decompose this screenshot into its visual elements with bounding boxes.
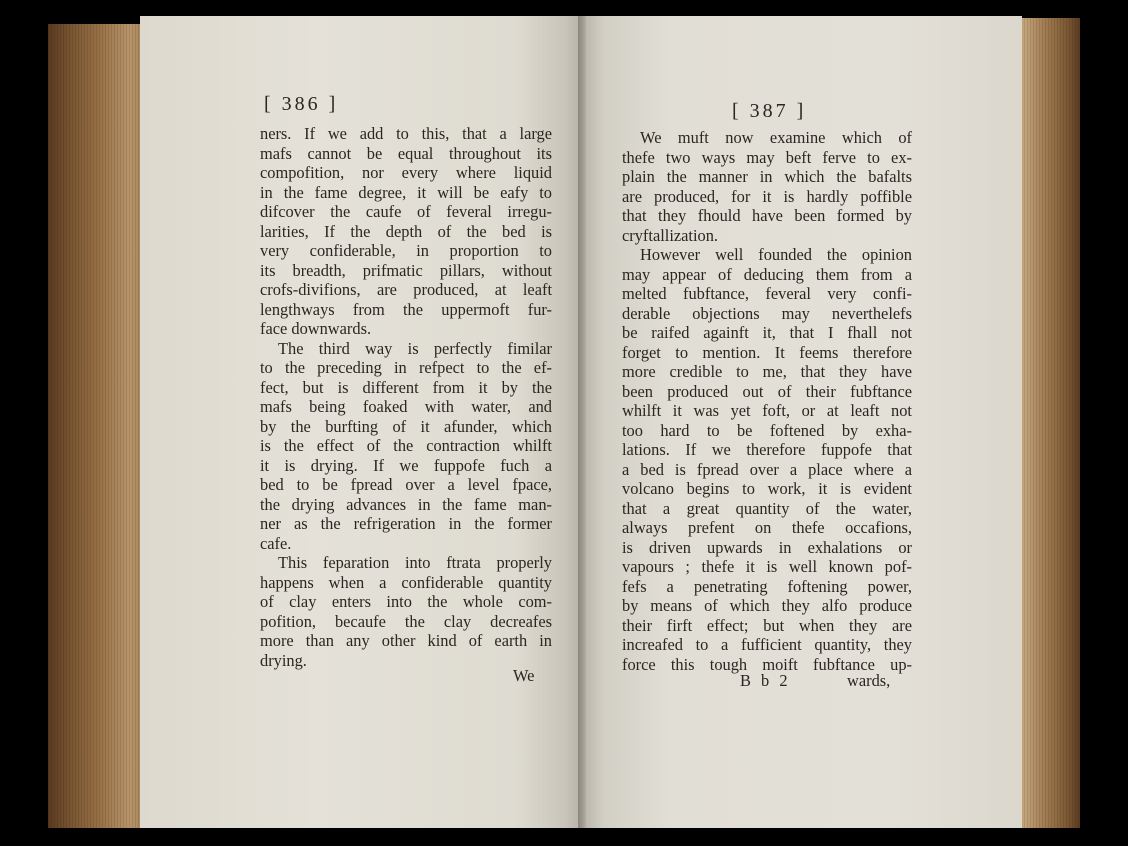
- page-number-386: [ 386 ]: [264, 93, 339, 115]
- text-line: cryftallization.: [622, 225, 719, 245]
- text-line: However well founded the opinion: [640, 245, 912, 264]
- text-line: is the effect of the contraction whilft: [260, 436, 552, 455]
- text-line: ners. If we add to this, that a large: [260, 124, 552, 143]
- text-line: derable objections may neverthelefs: [622, 303, 912, 323]
- text-line: cafe.: [260, 533, 292, 553]
- text-line: lations. If we therefore fuppofe that: [622, 440, 912, 459]
- text-line: be raifed againft it, that I fhall not: [622, 323, 912, 342]
- text-line: vapours ; thefe it is well known pof-: [622, 557, 912, 576]
- text-line: thefe two ways may beft ferve to ex-: [622, 147, 912, 167]
- text-line: volcano begins to work, it is evident: [622, 479, 912, 498]
- text-line: drying.: [260, 650, 307, 670]
- text-line: plain the manner in which the bafalts: [622, 167, 912, 186]
- signature-mark: B b 2: [740, 671, 791, 690]
- left-catchword: We: [513, 666, 535, 685]
- text-line: its breadth, prifmatic pillars, without: [260, 260, 552, 280]
- text-line: it is drying. If we fuppofe fuch a: [260, 455, 552, 475]
- right-page-edges: [1018, 18, 1080, 828]
- text-line: may appear of deducing them from a: [622, 264, 912, 284]
- text-line: lengthways from the uppermoft fur-: [260, 299, 552, 319]
- left-page-edges: [48, 24, 144, 828]
- text-line: too hard to be foftened by exha-: [622, 420, 912, 440]
- right-page-text: [622, 128, 912, 674]
- text-line: fect, but is different from it by the: [260, 377, 552, 397]
- text-line: compofition, nor every where liquid: [260, 163, 552, 182]
- text-line: bed to be fpread over a level fpace,: [260, 475, 552, 494]
- text-line: the drying advances in the fame man-: [260, 494, 552, 514]
- text-line: a bed is fpread over a place where a: [622, 459, 912, 479]
- text-line: force this tough moift fubftance up-: [622, 654, 912, 674]
- text-line: This feparation into ftrata properly: [278, 553, 552, 572]
- text-line: ner as the refrigeration in the former: [260, 514, 552, 533]
- page-number-387: [ 387 ]: [732, 100, 807, 122]
- text-line: more credible to me, that they have: [622, 362, 912, 381]
- text-line: by means of which they alfo produce: [622, 596, 912, 615]
- text-line: We muft now examine which of: [640, 128, 912, 147]
- text-line: melted fubftance, feveral very confi-: [622, 284, 912, 303]
- text-line: fefs a penetrating foftening power,: [622, 576, 912, 596]
- text-line: difcover the caufe of feveral irregu-: [260, 202, 552, 221]
- text-line: of clay enters into the whole com-: [260, 592, 552, 611]
- text-line: happens when a confiderable quantity: [260, 572, 552, 592]
- text-line: been produced out of their fubftance: [622, 381, 912, 401]
- text-line: always prefent on thefe occafions,: [622, 518, 912, 537]
- text-line: more than any other kind of earth in: [260, 631, 552, 650]
- text-line: that they fhould have been formed by: [622, 206, 912, 225]
- text-line: face downwards.: [260, 319, 372, 338]
- text-line: is driven upwards in exhalations or: [622, 537, 912, 557]
- text-line: forget to mention. It feems therefore: [622, 342, 912, 362]
- text-line: whilft it was yet foft, or at leaft not: [622, 401, 912, 420]
- text-line: are produced, for it is hardly poffible: [622, 186, 912, 206]
- open-book: [48, 16, 1080, 830]
- text-line: pofition, becaufe the clay decreafes: [260, 611, 552, 631]
- text-line: crofs-divifions, are produced, at leaft: [260, 280, 552, 299]
- right-page: [582, 16, 1022, 828]
- text-line: larities, If the depth of the bed is: [260, 221, 552, 241]
- text-line: to the preceding in refpect to the ef-: [260, 358, 552, 377]
- left-page: [140, 16, 582, 828]
- gutter-shadow: [578, 16, 586, 828]
- text-line: The third way is perfectly fimilar: [278, 338, 552, 358]
- text-line: in the fame degree, it will be eafy to: [260, 182, 552, 202]
- right-catchword: wards,: [847, 671, 891, 690]
- text-line: mafs cannot be equal throughout its: [260, 143, 552, 163]
- text-line: increafed to a fufficient quantity, they: [622, 635, 912, 654]
- text-line: mafs being foaked with water, and: [260, 397, 552, 416]
- text-line: their firft effect; but when they are: [622, 615, 912, 635]
- left-page-text: [260, 124, 552, 670]
- text-line: that a great quantity of the water,: [622, 498, 912, 518]
- text-line: very confiderable, in proportion to: [260, 241, 552, 260]
- text-line: by the burfting of it afunder, which: [260, 416, 552, 436]
